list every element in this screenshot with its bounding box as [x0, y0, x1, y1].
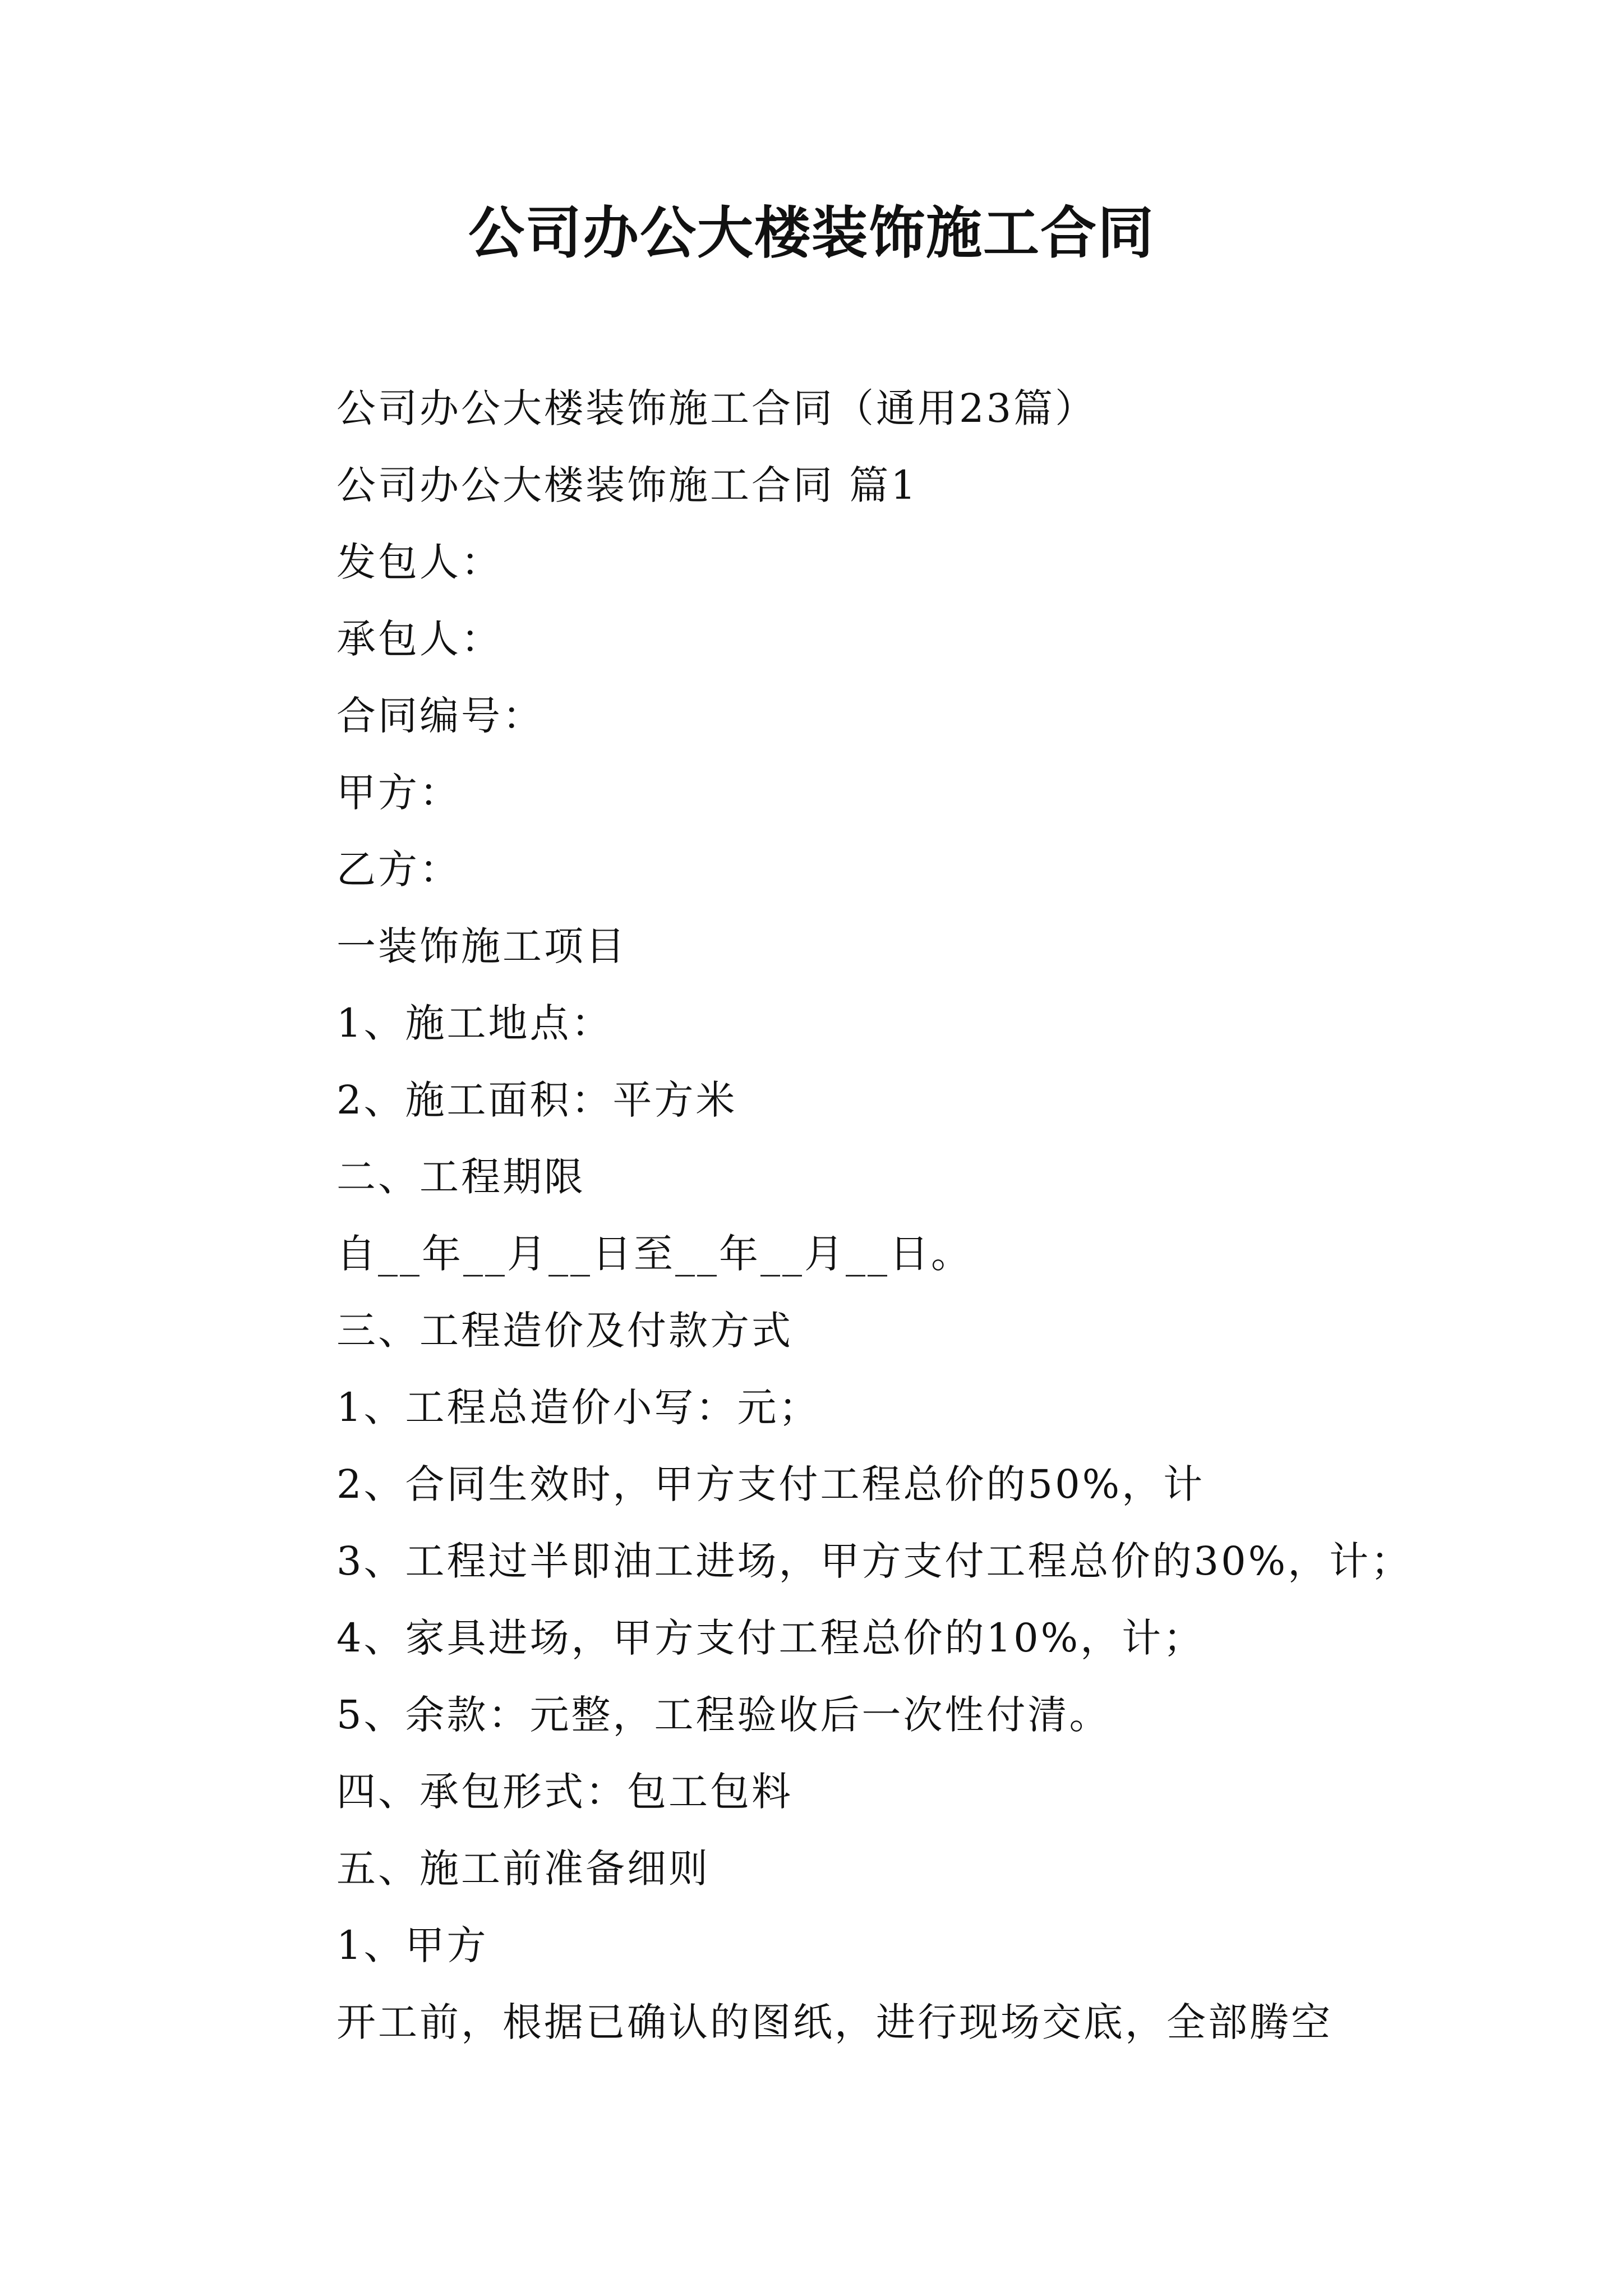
text-line: 公司办公大楼装饰施工合同 篇1	[336, 462, 918, 508]
text-line: 1、工程总造价小写：元；	[336, 1384, 820, 1430]
text-line: 四、承包形式：包工包料	[336, 1769, 793, 1815]
document-title: 公司办公大楼装饰施工合同	[468, 200, 1155, 266]
text-line: 乙方：	[336, 846, 461, 892]
text-line: 二、工程期限	[336, 1154, 585, 1200]
text-line: 发包人：	[336, 539, 502, 585]
text-line: 承包人：	[336, 616, 502, 662]
text-line: 5、余款：元整，工程验收后一次性付清。	[336, 1692, 1111, 1738]
text-line: 2、合同生效时，甲方支付工程总价的50%，计	[336, 1461, 1205, 1507]
text-line: 甲方：	[336, 770, 461, 816]
text-line: 公司办公大楼装饰施工合同（通用23篇）	[336, 385, 1097, 431]
document-body	[336, 370, 1486, 2061]
text-line: 1、甲方	[336, 1922, 488, 1968]
text-line: 2、施工面积：平方米	[336, 1077, 737, 1123]
text-line: 开工前，根据已确认的图纸，进行现场交底，全部腾空	[336, 1999, 1332, 2045]
text-line: 自__年__月__日至__年__月__日。	[336, 1231, 972, 1277]
text-line: 3、工程过半即油工进场，甲方支付工程总价的30%，计；	[336, 1538, 1413, 1584]
text-line: 1、施工地点：	[336, 1000, 613, 1046]
text-line: 三、工程造价及付款方式	[336, 1308, 793, 1354]
text-line: 4、家具进场，甲方支付工程总价的10%，计；	[336, 1615, 1205, 1661]
text-line: 一装饰施工项目	[336, 923, 627, 969]
text-line: 合同编号：	[336, 693, 544, 739]
text-line: 五、施工前准备细则	[336, 1846, 710, 1892]
